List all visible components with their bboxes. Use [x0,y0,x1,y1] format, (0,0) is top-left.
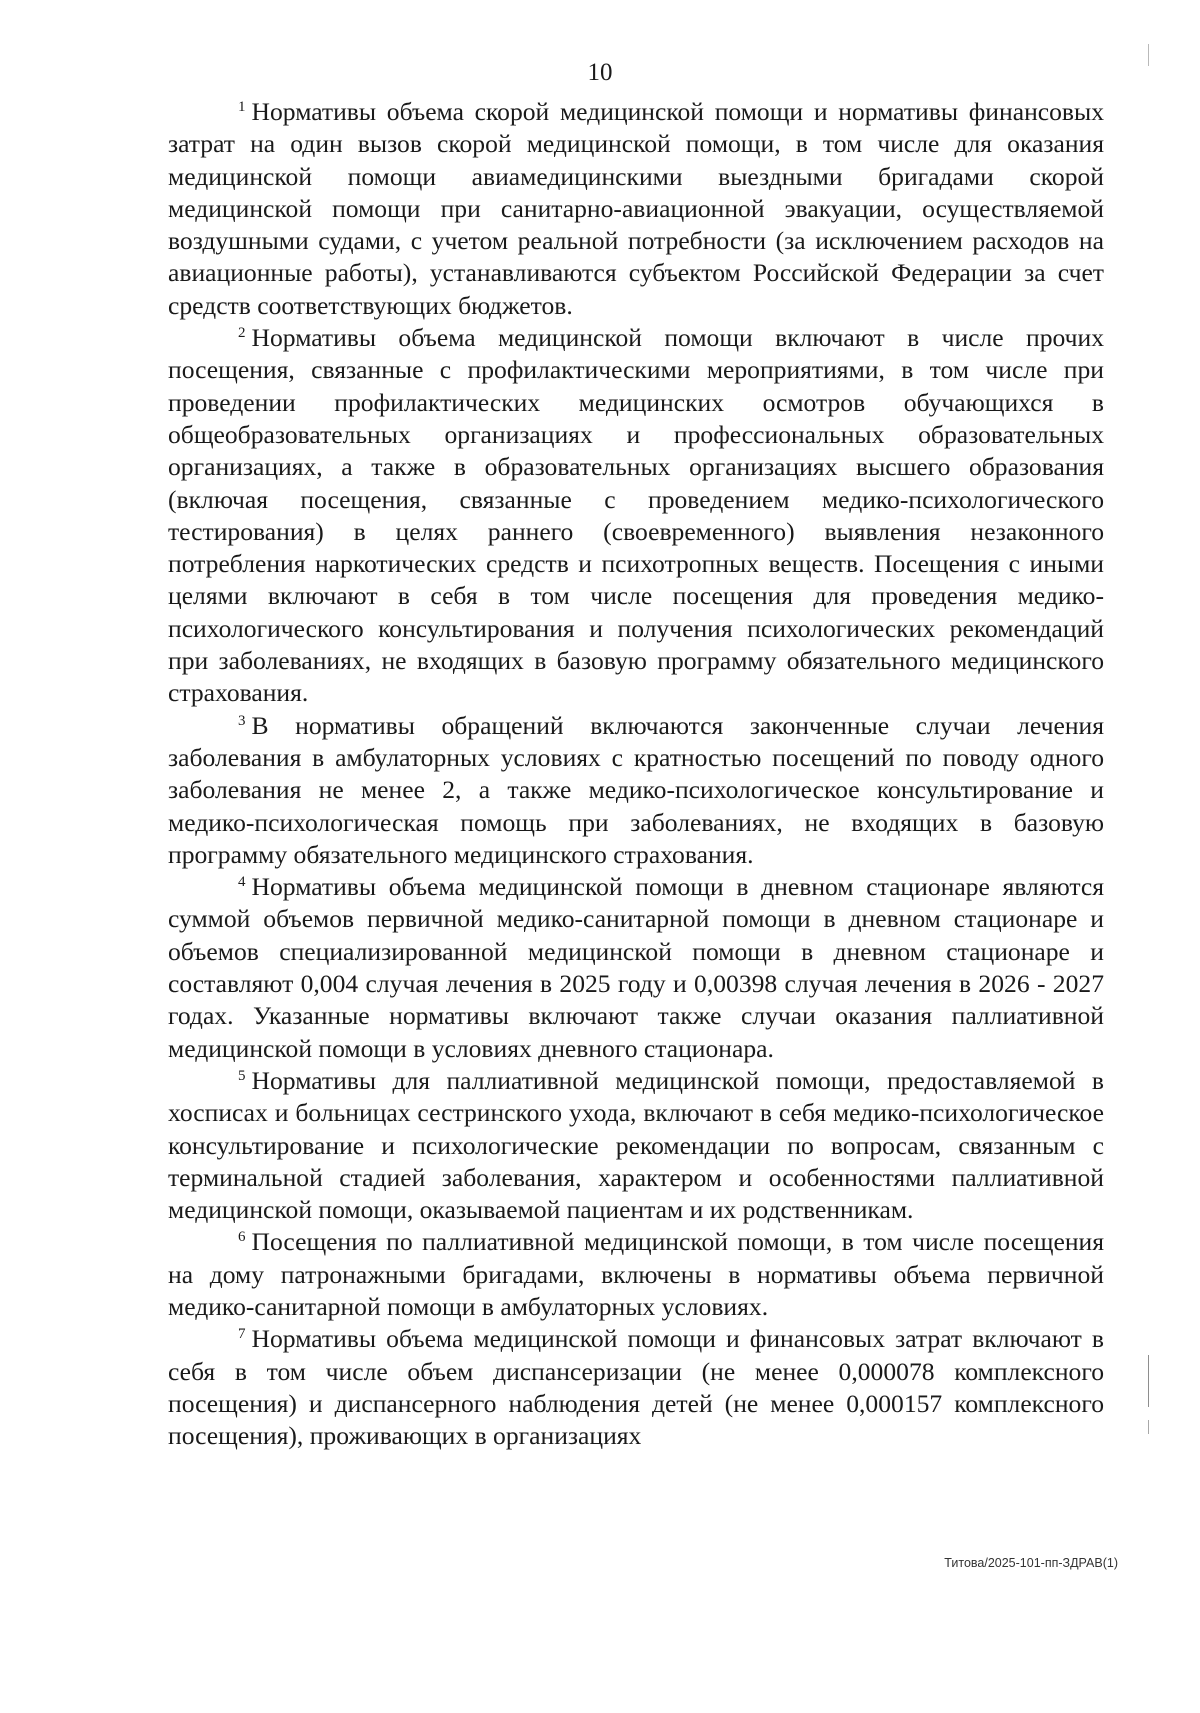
footnote-text: Нормативы объема медицинской помощи включают в числе прочих посещения, связанные с профилактическими мероприятиями, в том числе при проведении профилактических медицинских осмотров обучающихся в общеобразовательных организациях и профессиональных образовательных организациях, а также в образовательных организациях высшего образования (включая посещения, связанные с проведением медико-психологического тестирования) в целях раннего (своевременного) выявления незаконного потребления наркотических средств и психотропных веществ. Посещения с иными целями включают в себя в том числе посещения для проведения медико-психологического консультирования и получения психологических рекомендаций при заболеваниях, не входящих в базовую программу обязательного медицинского страхования. [168,323,1104,708]
footnote-7 [168,1323,1104,1452]
footnote-2 [168,322,1104,710]
footnote-text: Нормативы для паллиативной медицинской помощи, предоставляемой в хосписах и больницах сестринского ухода, включают в себя медико-психологическое консультирование и психологические рекомендации по вопросам, связанным с терминальной стадией заболевания, характером и особенностями паллиативной медицинской помощи, оказываемой пациентам и их родственникам. [168,1065,1104,1225]
footnote-4 [168,871,1104,1065]
footnote-mark: 7 [238,1326,246,1343]
footnote-mark: 1 [238,99,246,115]
footnote-text: Нормативы объема медицинской помощи в дневном стационаре являются суммой объемов первичной медико-санитарной помощи в дневном стационаре и объемов специализированной медицинской помощи в дневном стационаре и составляют 0,004 случая лечения в 2025 году и 0,00398 случая лечения в 2026 - 2027 годах. Указанные нормативы включают также случаи оказания паллиативной медицинской помощи в условиях дневного стационара. [168,872,1104,1063]
footnote-6 [168,1226,1104,1323]
footnote-3 [168,710,1104,871]
footnote-text: Посещения по паллиативной медицинской помощи, в том числе посещения на дому патронажными бригадами, включены в нормативы объема первичной медико-санитарной помощи в амбулаторных условиях. [168,1227,1104,1321]
scan-artifact [1148,1420,1149,1434]
footnote-text: В нормативы обращений включаются законченные случаи лечения заболевания в амбулаторных условиях с кратностью посещений по поводу одного заболевания не менее 2, а также медико-психологическое консультирование и медико-психологическая помощь при заболеваниях, не входящих в базовую программу обязательного медицинского страхования. [168,710,1104,869]
footnotes-body [168,96,1104,1452]
scan-artifact [1148,44,1149,66]
footnote-mark: 3 [238,712,246,729]
footnote-1 [168,96,1104,322]
footnote-5 [168,1065,1104,1226]
footnote-mark: 2 [238,325,246,342]
scan-artifact [1148,1355,1149,1407]
footnote-mark: 4 [238,874,246,891]
footnote-mark: 5 [238,1067,246,1084]
footnote-text: Нормативы объема медицинской помощи и финансовых затрат включают в себя в том числе объем диспансеризации (не менее 0,000078 комплексного посещения) и диспансерного наблюдения детей (не менее 0,000157 комплексного посещения), проживающих в организациях [168,1324,1104,1451]
footnote-text: Нормативы объема скорой медицинской помощи и нормативы финансовых затрат на один вызов скорой медицинской помощи, в том числе для оказания медицинской помощи авиамедицинскими выездными бригадами скорой медицинской помощи при санитарно-авиационной эвакуации, осуществляемой воздушными судами, с учетом реальной потребности (за исключением расходов на авиационные работы), устанавливаются субъектом Российской Федерации за счет средств соответствующих бюджетов. [168,97,1104,320]
page-number: 10 [587,59,613,86]
document-code: Титова/2025-101-пп-ЗДРАВ(1) [944,1556,1118,1570]
footnote-mark: 6 [238,1229,246,1246]
